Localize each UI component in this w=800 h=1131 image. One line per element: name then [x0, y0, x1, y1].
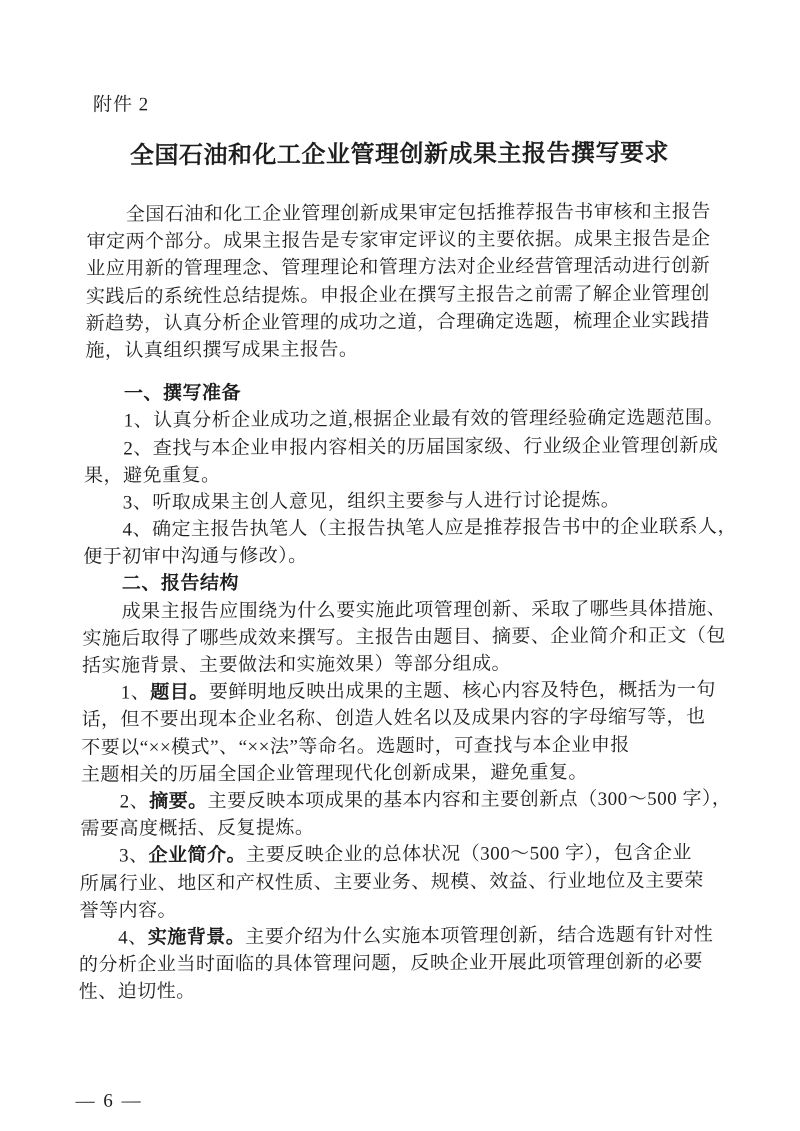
body-line — [79, 921, 729, 952]
body-line — [79, 976, 729, 1007]
body-line — [79, 894, 729, 925]
text-segment: 便于初审中沟通与修改）。 — [83, 545, 308, 568]
page-number: — 6 — — [75, 1090, 143, 1112]
text-segment: 括实施背景、主要做法和实施效果）等部分组成。 — [81, 653, 512, 677]
attachment-label: 附件 2 — [92, 94, 150, 116]
body-line — [80, 840, 730, 871]
text-segment: 不要以“××模式”、“××法”等命名。选题时，可查找与本企业申报 — [81, 734, 630, 759]
text-segment: 1、认真分析企业成功之道,根据企业最有效的管理经验确定选题范围。 — [123, 407, 725, 432]
body-line — [83, 541, 733, 572]
text-segment: 主题相关的历届全国企业管理现代化创新成果，避免重复。 — [80, 761, 589, 786]
body-line — [81, 785, 731, 816]
document-title: 全国石油和化工企业管理创新成果主报告撰写要求 — [129, 140, 670, 170]
text-segment: 主要介绍为什么实施本项管理创新，结合选题有针对性 — [245, 924, 714, 948]
text-segment: 实施后取得了哪些成效来撰写。主报告由题目、摘要、企业简介和正文（包 — [82, 625, 726, 650]
bold-term: 题目。 — [150, 682, 209, 704]
body-line — [87, 198, 737, 229]
text-segment: 性、迫切性。 — [78, 981, 196, 1003]
text-segment: 施，认真组织撰写成果主报告。 — [85, 339, 359, 362]
text-segment: 成果主报告应围绕为什么要实施此项管理创新、采取了哪些具体措施、 — [121, 597, 727, 623]
body-line — [86, 307, 736, 338]
text-segment: 业应用新的管理理念、管理理论和管理方法对企业经营管理活动进行创新 — [86, 255, 711, 281]
text-segment: 一、撰写准备 — [123, 382, 242, 405]
body-line — [79, 948, 729, 979]
body-line — [84, 486, 734, 517]
bold-term: 企业简介。 — [148, 845, 247, 867]
text-segment: 二、报告结构 — [121, 573, 240, 595]
text-segment: 实践后的系统性总结提炼。申报企业在撰写主报告之前需了解企业管理创 — [85, 282, 711, 308]
text-segment: 全国石油和化工企业管理创新成果审定包括推荐报告书审核和主报告 — [125, 201, 711, 226]
body-line — [82, 622, 732, 653]
body-line — [85, 405, 735, 436]
text-segment: 4、确定主报告执笔人（主报告执笔人应是推荐报告书中的企业联系人， — [122, 516, 738, 541]
body-line — [81, 731, 731, 762]
text-segment: 要鲜明地反映出成果的主题、核心内容及特色，概括为一句 — [208, 679, 716, 704]
text-segment: 3、听取成果主创人意见，组织主要参与人进行讨论提炼。 — [122, 489, 621, 514]
section-heading — [85, 377, 735, 408]
body-line — [81, 758, 731, 789]
body-line — [82, 649, 732, 680]
body-line — [81, 704, 731, 735]
body-line — [86, 280, 736, 311]
body-line — [83, 513, 738, 544]
body-line — [84, 432, 734, 463]
body-line — [86, 253, 736, 284]
section-heading — [83, 568, 733, 599]
body-line — [83, 595, 733, 626]
body-line — [85, 334, 735, 365]
text-segment: 2、查找与本企业申报内容相关的历届国家级、行业级企业管理创新成 — [123, 434, 719, 459]
document-body — [79, 198, 737, 1006]
body-line — [82, 676, 732, 707]
text-segment: 的分析企业当时面临的具体管理问题，反映企业开展此项管理创新的必要 — [78, 951, 704, 976]
text-segment: 主要反映企业的总体状况（300～500 字），包含企业 — [246, 842, 692, 867]
text-segment: 所属行业、地区和产权性质、主要业务、规模、效益、行业地位及主要荣 — [79, 869, 704, 895]
text-segment: 誉等内容。 — [79, 899, 178, 922]
text-segment: 需要高度概括、反复提炼。 — [80, 817, 315, 840]
text-segment: 主要反映本项成果的基本内容和主要创新点（300～500 字）， — [207, 788, 732, 812]
text-segment: 2、 — [119, 791, 150, 813]
text-segment: 话，但不要出现本企业名称、创造人姓名以及成果内容的字母缩写等，也 — [81, 706, 706, 732]
text-segment: 果，避免重复。 — [83, 464, 221, 487]
body-line — [84, 459, 734, 490]
text-segment: 3、 — [118, 845, 149, 867]
body-line — [80, 867, 730, 898]
text-segment: 4、 — [118, 927, 148, 949]
body-line — [86, 225, 736, 256]
bold-term: 实施背景。 — [147, 926, 246, 949]
text-segment: 新趋势，认真分析企业管理的成功之道，合理确定选题，梳理企业实践措 — [85, 310, 710, 335]
bold-term: 摘要。 — [149, 790, 208, 813]
body-line — [80, 812, 730, 843]
text-segment: 1、 — [120, 682, 151, 704]
text-segment: 审定两个部分。成果主报告是专家审定评议的主要依据。成果主报告是企 — [86, 228, 711, 253]
